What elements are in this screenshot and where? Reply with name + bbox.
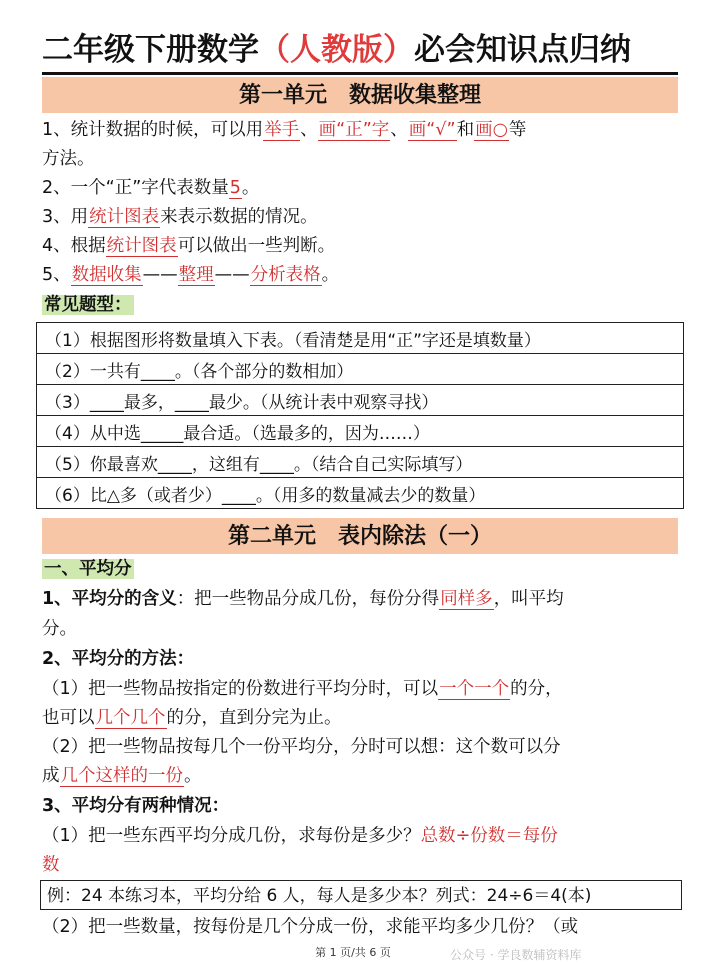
unit1-point-5 xyxy=(42,262,692,288)
table-row xyxy=(37,478,684,509)
method-2-cont xyxy=(42,763,692,789)
keyword: 画○ xyxy=(475,120,508,140)
def-2: 2、平均分的方法： xyxy=(42,649,195,669)
text: 的分， xyxy=(510,679,563,699)
keyword: 5 xyxy=(229,178,241,198)
unit2-section-1 xyxy=(42,556,692,582)
text: —— xyxy=(142,265,178,285)
keyword: 统计图表 xyxy=(89,207,160,227)
text: —— xyxy=(214,265,250,285)
text: 4、根据 xyxy=(42,236,106,256)
table-cell: （5）你最喜欢____，这组有____。（结合自己实际填写） xyxy=(37,447,684,478)
table-row xyxy=(37,323,684,354)
table-cell: （3）____最多，____最少。（从统计表中观察寻找） xyxy=(37,385,684,416)
text: 可以做出一些判断。 xyxy=(177,236,336,256)
text: 1、统计数据的时候，可以用 xyxy=(42,120,264,140)
case-1 xyxy=(42,823,692,849)
def-1-cont: 分。 xyxy=(42,619,77,639)
text: 等 xyxy=(508,120,527,140)
title-publisher: （人教版） xyxy=(259,32,414,68)
keyword: 几个几个 xyxy=(95,708,166,728)
text: 的分，直到分完为止。 xyxy=(166,708,342,728)
unit1-point-1 xyxy=(42,117,692,143)
page-footer: 第 1 页/共 6 页 xyxy=(315,946,391,959)
text: 5、 xyxy=(42,265,71,285)
keyword: 一个一个 xyxy=(439,679,510,699)
text: ，叫平均 xyxy=(493,589,564,609)
text: ：把一些物品分成几份，每份分得 xyxy=(176,589,440,609)
keyword: 画“正”字 xyxy=(318,120,390,140)
method-2: （2）把一些物品按每几个一份平均分，分时可以想：这个数可以分 xyxy=(42,737,561,757)
table-row xyxy=(37,354,684,385)
keyword: 统计图表 xyxy=(106,236,177,256)
keyword: 同样多 xyxy=(440,589,493,609)
watermark: 公众号 · 学良数辅资料库 xyxy=(450,948,582,962)
table-row xyxy=(37,447,684,478)
table-cell: （1）根据图形将数量填入下表。（看清楚是用“正”字还是填数量） xyxy=(37,323,684,354)
keyword: 画“√” xyxy=(408,120,456,140)
text: 也可以 xyxy=(42,708,95,728)
keyword: 整理 xyxy=(178,265,214,285)
question-types-table xyxy=(36,322,684,509)
keyword: 举手 xyxy=(264,120,300,140)
table-row xyxy=(37,416,684,447)
text: 。 xyxy=(321,265,340,285)
page-title xyxy=(42,28,682,72)
example-box: 例：24 本练习本，平均分给 6 人，每人是多少本？列式：24÷6＝4(本) xyxy=(40,880,682,910)
method-1-cont xyxy=(42,705,692,731)
case-2: （2）把一些数量，按每份是几个分成一份，求能平均多少几份？（或 xyxy=(42,917,579,937)
formula: 总数÷份数＝每份 xyxy=(420,826,558,846)
unit2-heading: 第二单元 表内除法（一） xyxy=(42,518,678,554)
text: 、 xyxy=(300,120,318,140)
unit1-point-2 xyxy=(42,175,692,201)
table-cell: （2）一共有____。（各个部分的数相加） xyxy=(37,354,684,385)
text: 和 xyxy=(456,120,475,140)
text: （1）把一些物品按指定的份数进行平均分时，可以 xyxy=(42,679,439,699)
unit1-point-4 xyxy=(42,233,692,259)
keyword: 几个这样的一份 xyxy=(60,766,183,786)
table-row xyxy=(37,385,684,416)
text: 。 xyxy=(241,178,260,198)
def-1 xyxy=(42,586,692,612)
keyword: 分析表格 xyxy=(250,265,321,285)
text: 3、用 xyxy=(42,207,89,227)
title-tail: 必会知识点归纳 xyxy=(414,32,631,68)
section-label: 一、平均分 xyxy=(44,559,132,579)
table-cell: （6）比△多（或者少）____。（用多的数量减去少的数量） xyxy=(37,478,684,509)
text: 2、一个“正”字代表数量 xyxy=(42,178,229,198)
text: 。 xyxy=(184,766,202,786)
types-label: 常见题型： xyxy=(44,295,132,315)
def-3: 3、平均分有两种情况： xyxy=(42,796,230,816)
keyword: 数据收集 xyxy=(71,265,142,285)
common-types-label xyxy=(42,292,692,318)
title-main: 二年级下册数学 xyxy=(42,32,259,68)
text: 来表示数据的情况。 xyxy=(160,207,318,227)
unit1-point-1-cont: 方法。 xyxy=(42,149,95,169)
method-1 xyxy=(42,676,692,702)
text: 成 xyxy=(42,766,60,786)
def-label: 1、平均分的含义 xyxy=(42,589,177,609)
unit1-heading: 第一单元 数据收集整理 xyxy=(42,77,678,113)
table-cell: （4）从中选_____最合适。（选最多的，因为……） xyxy=(37,416,684,447)
title-rule xyxy=(42,72,678,75)
case-1-cont: 数 xyxy=(42,855,60,875)
text: 、 xyxy=(390,120,408,140)
unit1-point-3 xyxy=(42,204,692,230)
text: （1）把一些东西平均分成几份，求每份是多少？ xyxy=(42,826,421,846)
